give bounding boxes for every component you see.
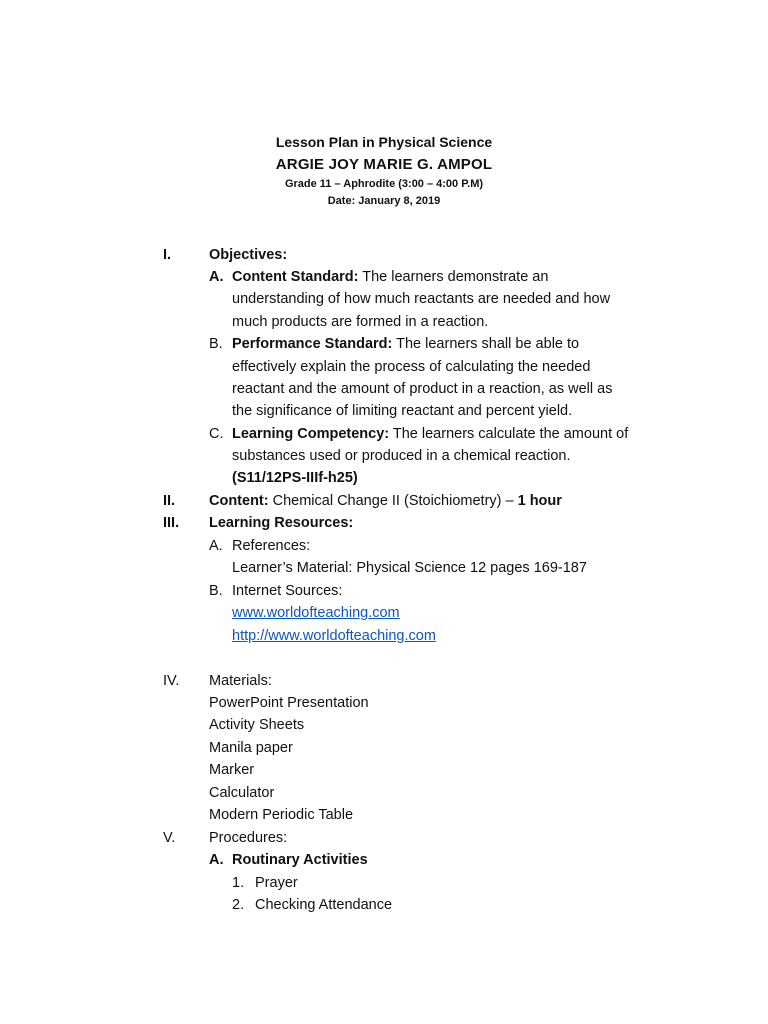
section-title-materials: Materials:: [209, 673, 272, 689]
material-item: Activity Sheets: [209, 717, 305, 733]
activity-number: 1.: [232, 875, 245, 891]
activity-text: Prayer: [255, 875, 298, 891]
section-title-procedures: Procedures:: [209, 830, 288, 846]
content-standard-line-1: [232, 266, 548, 288]
content-duration: 1 hour: [517, 493, 562, 509]
section-number-content: II.: [163, 493, 176, 509]
material-item: Manila paper: [209, 740, 293, 756]
resource-letter-b: B.: [209, 583, 223, 599]
procedure-letter-a: A.: [209, 852, 224, 868]
section-number-resources: III.: [163, 515, 180, 531]
activity-text: Checking Attendance: [255, 897, 393, 913]
performance-standard-line-3: reactant and the amount of product in a reaction, as well as: [232, 381, 613, 397]
content-standard-text: The learners demonstrate an: [358, 269, 549, 285]
references-text: Learner’s Material: Physical Science 12 pages 169-187: [232, 560, 587, 576]
references-label: References:: [232, 538, 311, 554]
section-number-materials: IV.: [163, 673, 180, 689]
performance-standard-text: The learners shall be able to: [392, 336, 580, 352]
section-title-resources: Learning Resources:: [209, 515, 354, 531]
performance-standard-line-2: effectively explain the process of calculating the needed: [232, 359, 591, 375]
internet-source-link-2[interactable]: http://www.worldofteaching.com: [232, 628, 436, 644]
internet-sources-label: Internet Sources:: [232, 583, 343, 599]
content-text: Chemical Change II (Stoichiometry) –: [268, 493, 518, 509]
competency-code: (S11/12PS-IIIf-h25): [232, 470, 358, 486]
author-name: ARGIE JOY MARIE G. AMPOL: [275, 156, 493, 173]
content-standard-line-3: much products are formed in a reaction.: [232, 314, 489, 330]
performance-standard-line-4: the significance of limiting reactant and percent yield.: [232, 403, 573, 419]
objective-letter-c: C.: [209, 426, 224, 442]
lesson-date: Date: January 8, 2019: [327, 195, 441, 207]
performance-standard-label: Performance Standard:: [232, 336, 393, 352]
content-line: [209, 490, 562, 512]
objective-letter-a: A.: [209, 269, 224, 285]
document-title: Lesson Plan in Physical Science: [275, 134, 493, 150]
learning-competency-line-1: [232, 423, 628, 445]
routinary-activities-label: Routinary Activities: [232, 852, 368, 868]
section-title-objectives: Objectives:: [209, 247, 288, 263]
material-item: PowerPoint Presentation: [209, 695, 369, 711]
content-label: Content:: [209, 493, 269, 509]
section-number-procedures: V.: [163, 830, 176, 846]
activity-number: 2.: [232, 897, 245, 913]
objective-letter-b: B.: [209, 336, 223, 352]
internet-source-link-1[interactable]: www.worldofteaching.com: [232, 605, 400, 621]
learning-competency-line-2: substances used or produced in a chemical reaction.: [232, 448, 571, 464]
performance-standard-line-1: [232, 333, 579, 355]
content-standard-label: Content Standard:: [232, 269, 359, 285]
learning-competency-text: The learners calculate the amount of: [389, 426, 629, 442]
learning-competency-label: Learning Competency:: [232, 426, 390, 442]
material-item: Modern Periodic Table: [209, 807, 354, 823]
content-standard-line-2: understanding of how much reactants are needed and how: [232, 291, 611, 307]
section-number-objectives: I.: [163, 247, 172, 263]
grade-section: Grade 11 – Aphrodite (3:00 – 4:00 P.M): [284, 178, 484, 190]
material-item: Marker: [209, 762, 255, 778]
material-item: Calculator: [209, 785, 275, 801]
resource-letter-a: A.: [209, 538, 223, 554]
